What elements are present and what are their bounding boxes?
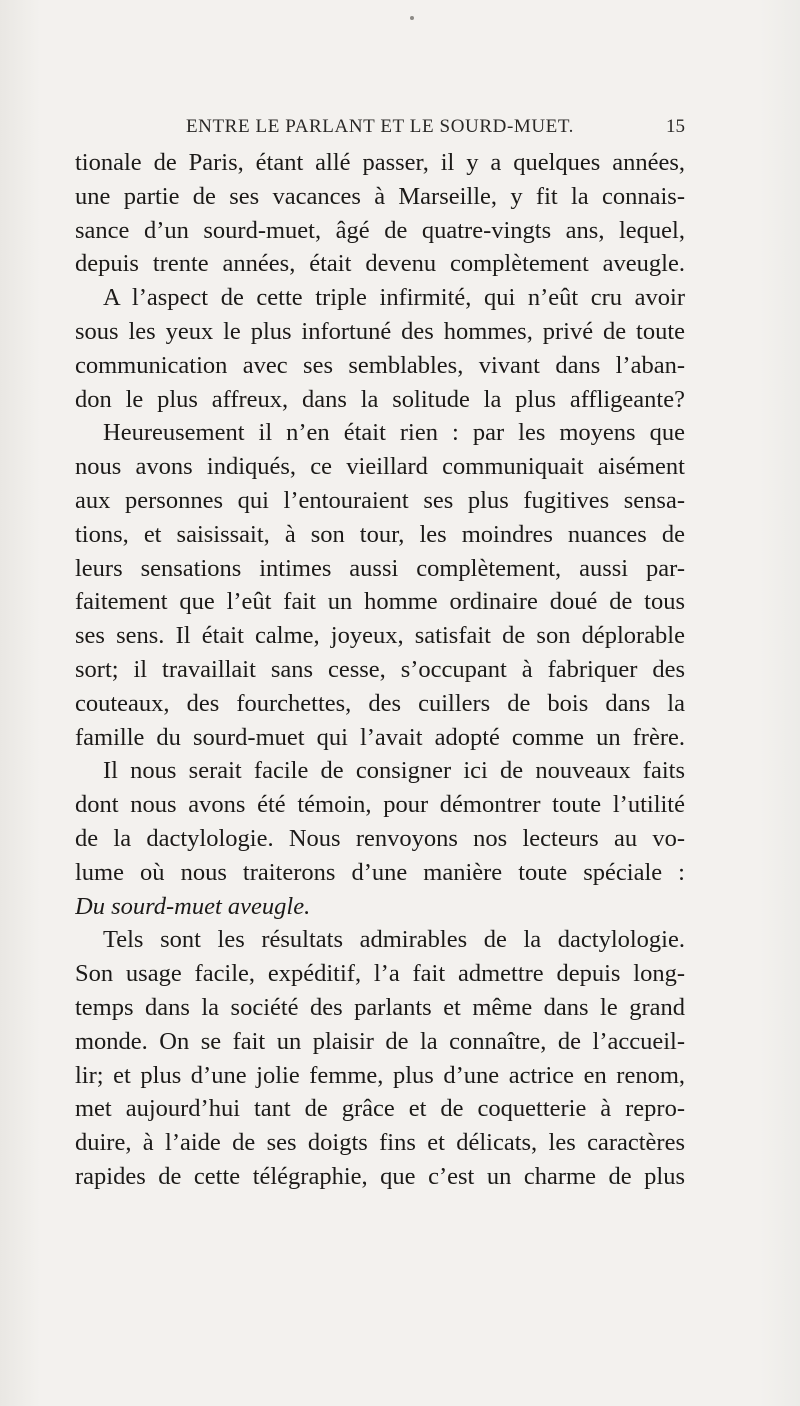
text-line: sous les yeux le plus infortuné des hommes, privé de toute [75, 317, 685, 345]
page-number: 15 [666, 116, 685, 137]
text-line: Il nous serait facile de consigner ici de nouveaux faits [103, 757, 685, 785]
running-head [75, 116, 685, 138]
text-line: faitement que l’eût fait un homme ordinaire doué de tous [75, 588, 685, 616]
text-line: lume où nous traiterons d’une manière toute spéciale : [75, 858, 685, 886]
text-line: dont nous avons été témoin, pour démontrer toute l’utilité [75, 791, 685, 819]
text-line: duire, à l’aide de ses doigts fins et délicats, les caractères [75, 1129, 685, 1157]
text-line: une partie de ses vacances à Marseille, y fit la connais- [75, 182, 685, 210]
text-line: don le plus affreux, dans la solitude la plus affligeante? [75, 385, 685, 413]
text-line: met aujourd’hui tant de grâce et de coquetterie à repro- [75, 1095, 685, 1123]
text-line: Heureusement il n’en était rien : par les moyens que [103, 419, 685, 447]
body-text [75, 146, 685, 1194]
text-line: depuis trente années, était devenu complètement aveugle. [75, 250, 685, 278]
text-line: temps dans la société des parlants et même dans le grand [75, 993, 685, 1021]
running-title: ENTRE LE PARLANT ET LE SOURD-MUET. [185, 116, 575, 137]
text-line: couteaux, des fourchettes, des cuillers de bois dans la [75, 689, 685, 717]
text-line: communication avec ses semblables, vivant dans l’aban- [75, 351, 685, 379]
text-line: Du sourd-muet aveugle. [75, 892, 311, 920]
ink-speck [410, 16, 414, 20]
text-line: leurs sensations intimes aussi complètement, aussi par- [75, 554, 685, 582]
text-line: tions, et saisissait, à son tour, les moindres nuances de [75, 520, 685, 548]
text-line: famille du sourd-muet qui l’avait adopté comme un frère. [75, 723, 685, 751]
text-line: rapides de cette télégraphie, que c’est un charme de plus [75, 1162, 685, 1190]
text-line: A l’aspect de cette triple infirmité, qui n’eût cru avoir [103, 284, 685, 312]
text-line: lir; et plus d’une jolie femme, plus d’une actrice en renom, [75, 1061, 685, 1089]
text-line: ses sens. Il était calme, joyeux, satisfait de son déplorable [75, 622, 685, 650]
text-line: sance d’un sourd-muet, âgé de quatre-vingts ans, lequel, [75, 216, 685, 244]
text-line: nous avons indiqués, ce vieillard communiquait aisément [75, 453, 685, 481]
text-line: monde. On se fait un plaisir de la connaître, de l’accueil- [75, 1027, 685, 1055]
text-line: aux personnes qui l’entouraient ses plus fugitives sensa- [75, 486, 685, 514]
text-line: sort; il travaillait sans cesse, s’occupant à fabriquer des [75, 655, 685, 683]
text-line: tionale de Paris, étant allé passer, il y a quelques années, [75, 149, 685, 176]
text-line: Tels sont les résultats admirables de la dactylologie. [103, 926, 685, 954]
text-line: Son usage facile, expéditif, l’a fait admettre depuis long- [75, 960, 685, 988]
text-line: de la dactylologie. Nous renvoyons nos lecteurs au vo- [75, 824, 685, 852]
